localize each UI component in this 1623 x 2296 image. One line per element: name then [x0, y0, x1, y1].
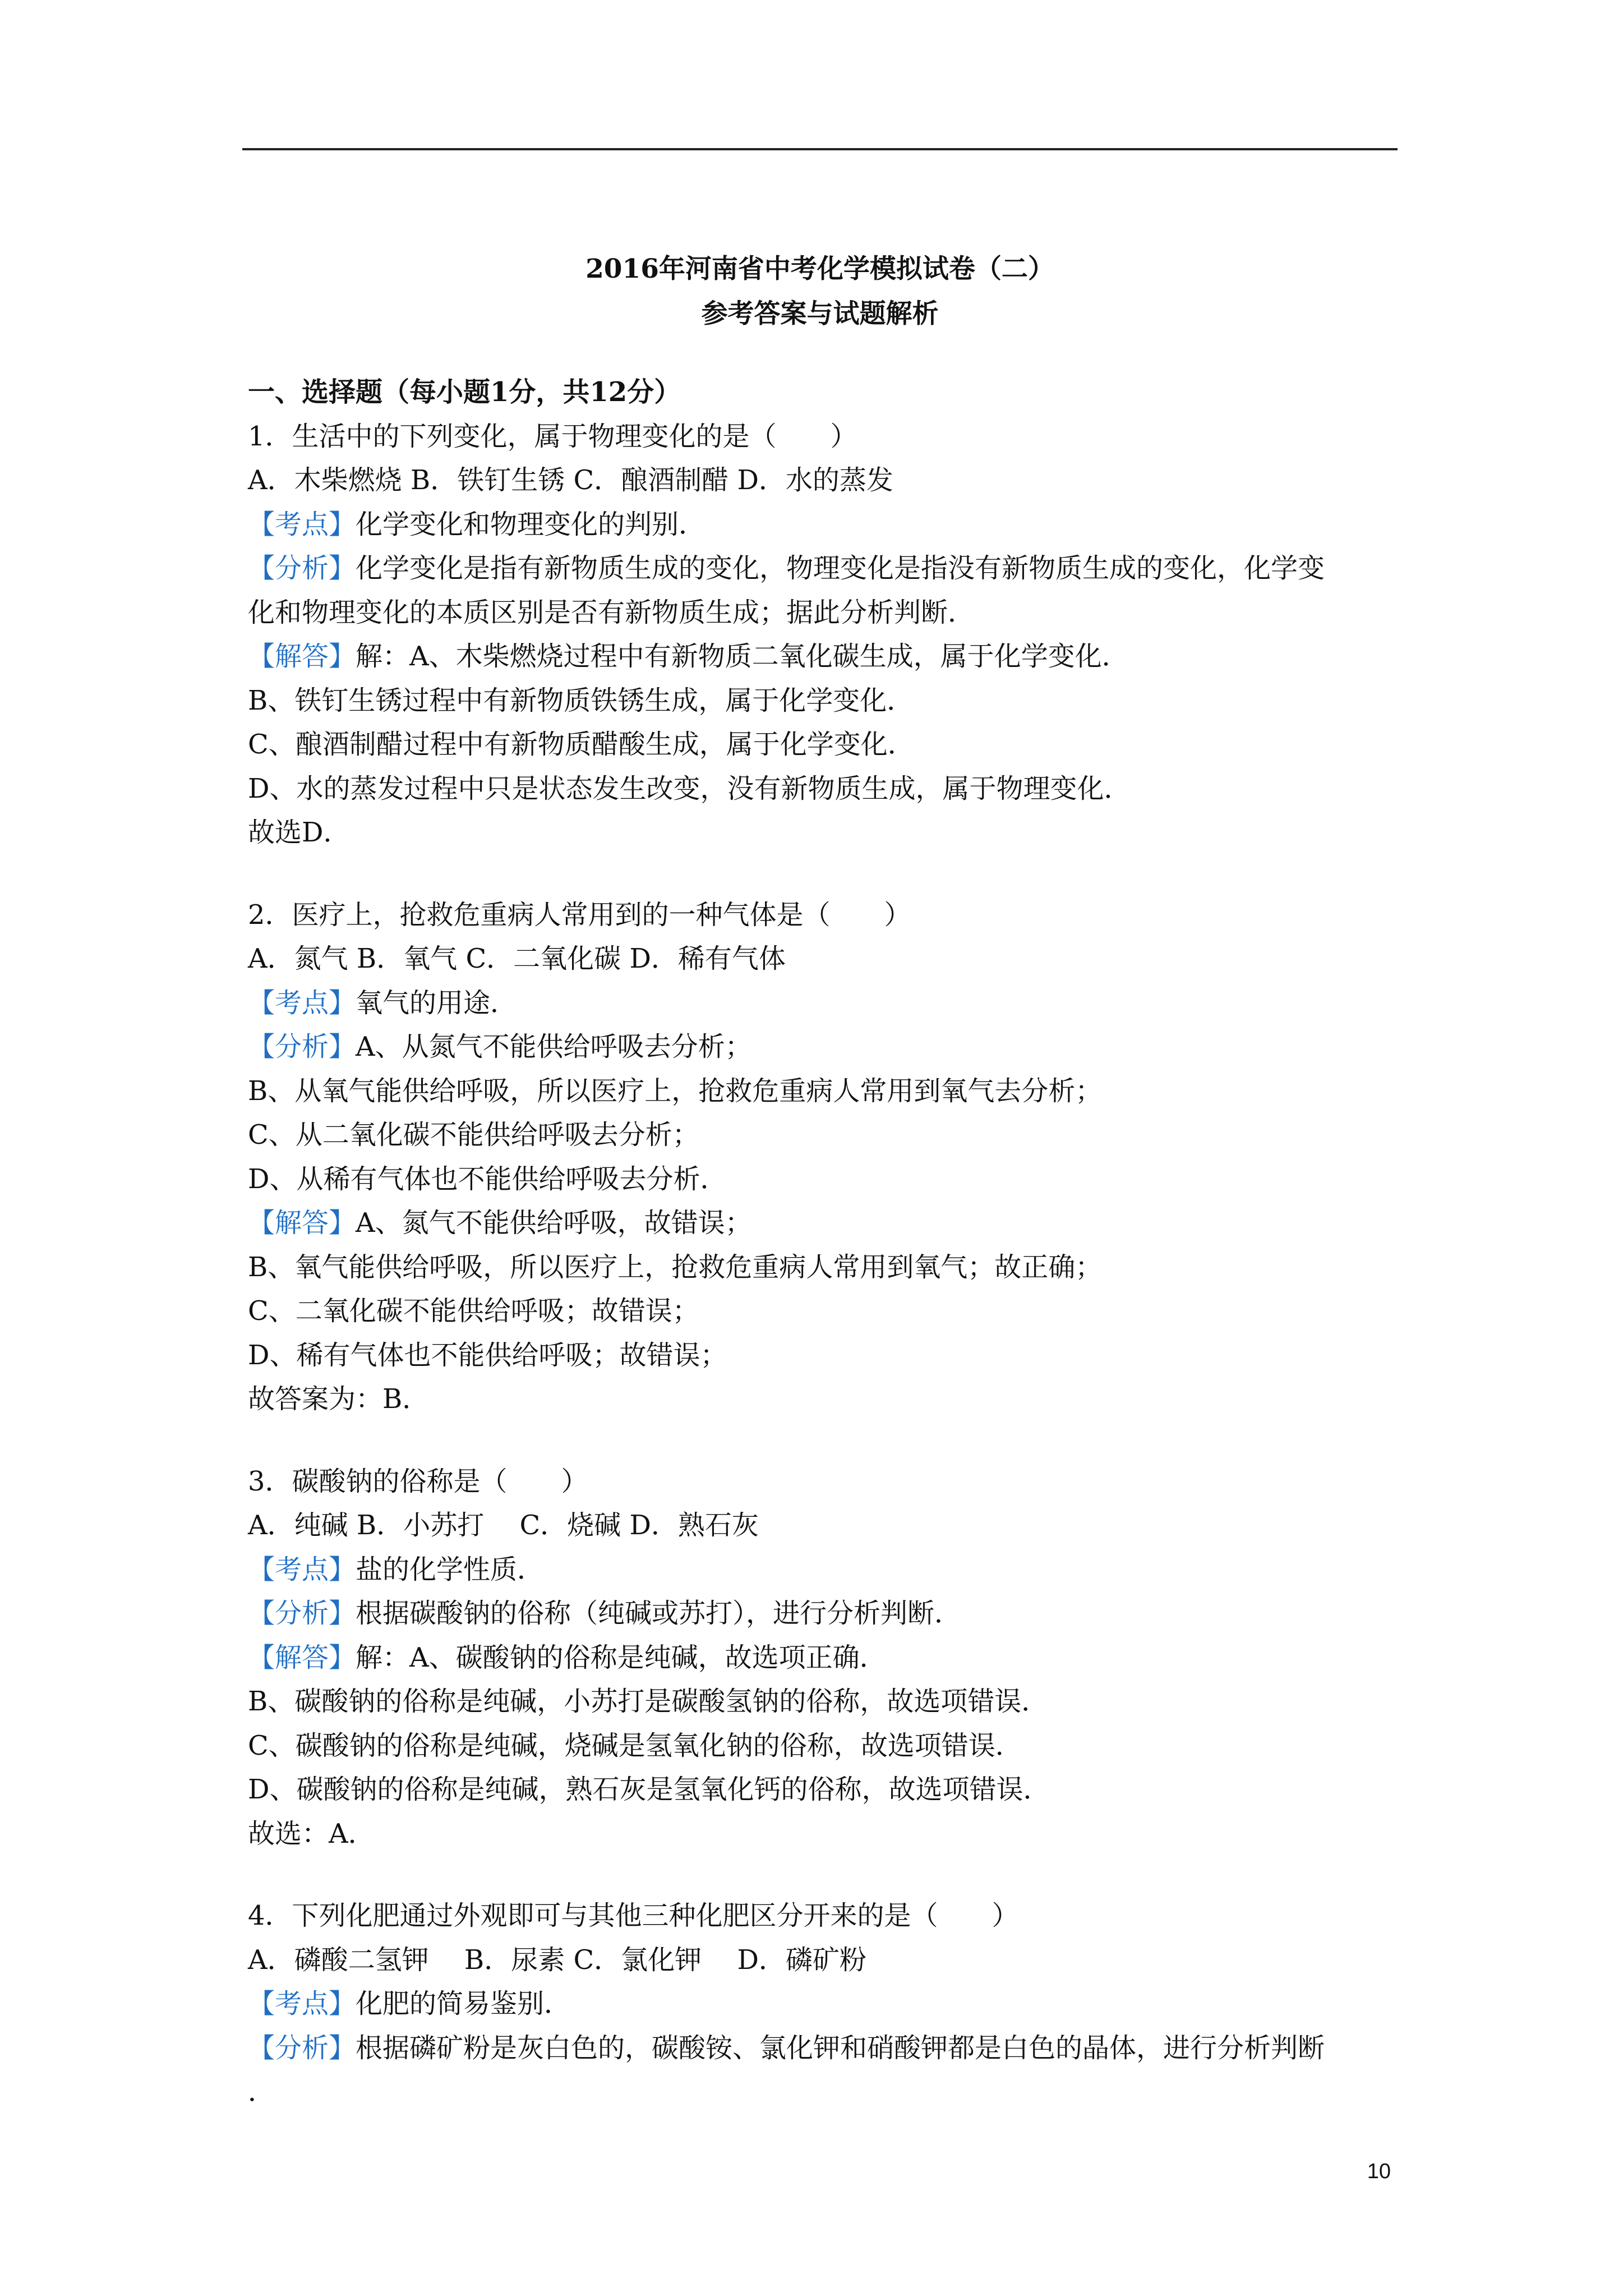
- jieda-text-continued: D、水的蒸发过程中只是状态发生改变，没有新物质生成，属于物理变化．: [248, 772, 1131, 804]
- fenxi-text-continued: C、从二氧化碳不能供给呼吸去分析；: [248, 1119, 699, 1151]
- question-options: A．氮气 B．氧气 C．二氧化碳 D．稀有气体: [248, 943, 786, 974]
- kaodian-text: 化学变化和物理变化的判别．: [356, 508, 706, 540]
- kaodian-line: [248, 1982, 1403, 2026]
- answer-line: 故选D．: [248, 817, 351, 848]
- section-heading: 一、选择题（每小题1分，共12分）: [248, 376, 681, 408]
- question-stem: 2．医疗上，抢救危重病人常用到的一种气体是（ ）: [248, 899, 911, 931]
- fenxi-tag: 【分析】: [248, 1598, 356, 1629]
- jieda-text-continued: B、碳酸钠的俗称是纯碱，小苏打是碳酸氢钠的俗称，故选项错误．: [248, 1686, 1049, 1717]
- fenxi-text: A、从氮气不能供给呼吸去分析；: [356, 1031, 752, 1062]
- jieda-text-continued: B、氧气能供给呼吸，所以医疗上，抢救危重病人常用到氧气；故正确；: [248, 1251, 1103, 1283]
- fenxi-line: [248, 546, 1403, 591]
- kaodian-text: 化肥的简易鉴别．: [356, 1988, 571, 2019]
- jieda-line: [248, 1201, 1403, 1245]
- answer-line: 故答案为：B．: [248, 1383, 430, 1415]
- header-rule: [242, 148, 1398, 150]
- answer-line: 故选：A．: [248, 1818, 375, 1849]
- spacer: [248, 1421, 1403, 1460]
- jieda-text-continued: D、碳酸钠的俗称是纯碱，熟石灰是氢氧化钙的俗称，故选项错误．: [248, 1774, 1050, 1805]
- fenxi-line: [248, 1591, 1403, 1636]
- question-2: [248, 893, 1403, 1421]
- fenxi-text: 化学变化是指有新物质生成的变化，物理变化是指没有新物质生成的变化，化学变: [356, 553, 1325, 584]
- page-number: 10: [1367, 2160, 1391, 2183]
- jieda-line: [248, 634, 1403, 679]
- question-options: A．木柴燃烧 B．铁钉生锈 C．酿酒制醋 D．水的蒸发: [248, 464, 893, 496]
- fenxi-tag: 【分析】: [248, 553, 356, 584]
- jieda-text-continued: C、酿酒制醋过程中有新物质醋酸生成，属于化学变化．: [248, 729, 915, 760]
- kaodian-line: [248, 503, 1403, 547]
- jieda-tag: 【解答】: [248, 641, 356, 672]
- spacer: [248, 1856, 1403, 1894]
- fenxi-text-continued: D、从稀有气体也不能供给呼吸去分析．: [248, 1163, 727, 1195]
- kaodian-line: [248, 1548, 1403, 1592]
- question-stem: 4．下列化肥通过外观即可与其他三种化肥区分开来的是（ ）: [248, 1900, 1019, 1931]
- question-1: [248, 415, 1403, 855]
- kaodian-text: 氧气的用途．: [356, 987, 518, 1019]
- fenxi-text-continued: 化和物理变化的本质区别是否有新物质生成；据此分析判断．: [248, 596, 975, 628]
- jieda-tag: 【解答】: [248, 1641, 356, 1673]
- document-title: 2016年河南省中考化学模拟试卷（二）: [585, 254, 1054, 284]
- fenxi-text: 根据碳酸钠的俗称（纯碱或苏打），进行分析判断．: [356, 1598, 962, 1629]
- fenxi-tag: 【分析】: [248, 1031, 356, 1062]
- document-body: [248, 370, 1403, 2114]
- kaodian-tag: 【考点】: [248, 508, 356, 540]
- jieda-text-continued: D、稀有气体也不能供给呼吸；故错误；: [248, 1339, 727, 1371]
- fenxi-line: [248, 2026, 1403, 2070]
- fenxi-line: [248, 1025, 1403, 1069]
- jieda-text: 解：A、碳酸钠的俗称是纯碱，故选项正确．: [356, 1641, 887, 1673]
- question-4: [248, 1894, 1403, 2114]
- question-options: A．磷酸二氢钾 B．尿素 C．氯化钾 D．磷矿粉: [248, 1944, 866, 1976]
- fenxi-tag: 【分析】: [248, 2032, 356, 2064]
- question-stem: 1．生活中的下列变化，属于物理变化的是（ ）: [248, 420, 857, 452]
- jieda-tag: 【解答】: [248, 1207, 356, 1239]
- fenxi-text: 根据磷矿粉是灰白色的，碳酸铵、氯化钾和硝酸钾都是白色的晶体，进行分析判断: [356, 2032, 1325, 2064]
- kaodian-tag: 【考点】: [248, 1988, 356, 2019]
- question-stem: 3．碳酸钠的俗称是（ ）: [248, 1465, 588, 1497]
- question-options: A．纯碱 B．小苏打 C．烧碱 D．熟石灰: [248, 1510, 759, 1541]
- fenxi-text-continued: ．: [248, 2076, 275, 2108]
- question-3: [248, 1460, 1403, 1856]
- jieda-text-continued: C、碳酸钠的俗称是纯碱，烧碱是氢氧化钠的俗称，故选项错误．: [248, 1729, 1022, 1761]
- title-block: [242, 247, 1398, 337]
- jieda-text-continued: B、铁钉生锈过程中有新物质铁锈生成，属于化学变化．: [248, 684, 914, 716]
- spacer: [248, 855, 1403, 893]
- jieda-text-continued: C、二氧化碳不能供给呼吸；故错误；: [248, 1295, 699, 1327]
- jieda-text: 解：A、木柴燃烧过程中有新物质二氧化碳生成，属于化学变化．: [356, 641, 1129, 672]
- document-subtitle: 参考答案与试题解析: [701, 298, 939, 329]
- jieda-text: A、氮气不能供给呼吸，故错误；: [356, 1207, 752, 1239]
- kaodian-tag: 【考点】: [248, 987, 356, 1019]
- fenxi-text-continued: B、从氧气能供给呼吸，所以医疗上，抢救危重病人常用到氧气去分析；: [248, 1075, 1103, 1107]
- jieda-line: [248, 1636, 1403, 1680]
- kaodian-tag: 【考点】: [248, 1553, 356, 1585]
- kaodian-text: 盐的化学性质．: [356, 1553, 545, 1585]
- kaodian-line: [248, 981, 1403, 1025]
